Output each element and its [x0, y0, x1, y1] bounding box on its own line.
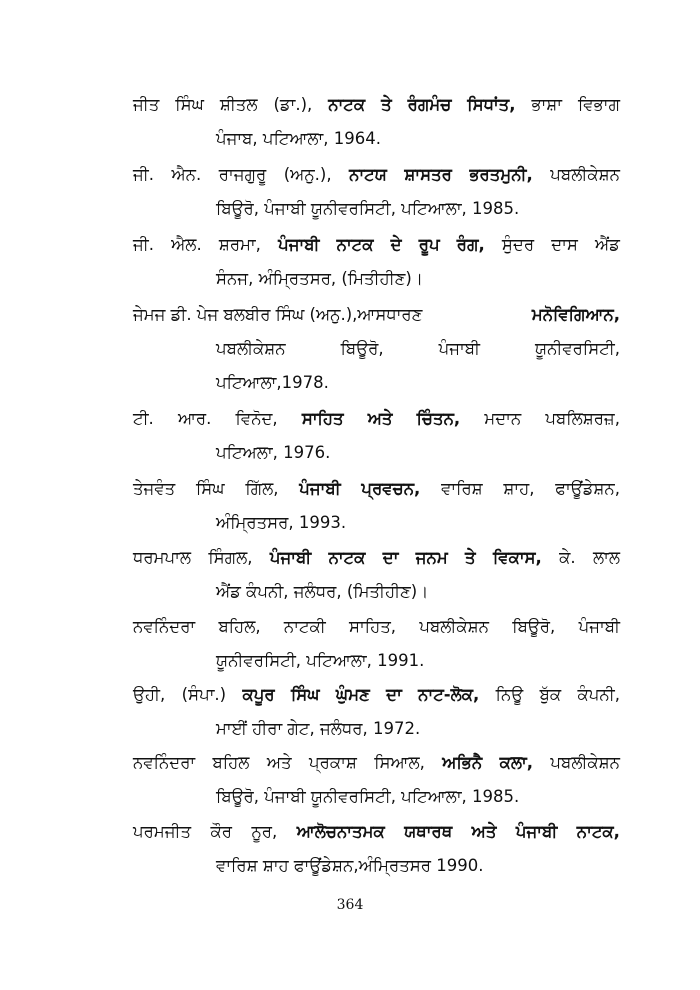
entry-continuation: ਐਂਡ ਕੰਪਨੀ, ਜਲੰਧਰ, (ਮਿਤੀਹੀਣ)। [216, 582, 429, 601]
bibliography-entry [133, 541, 620, 609]
entry-title-word: ਸਿੰਘ [290, 685, 320, 704]
entry-word: ਸਾਹਿਤ, [349, 617, 397, 636]
entry-word: ਜੀਤ [133, 95, 160, 114]
entry-continuation: ਵਾਰਿਸ਼ ਸ਼ਾਹ ਫਾਊਂਡੇਸ਼ਨ,ਅੰਮ੍ਰਿਤਸਰ 1990. [216, 856, 484, 875]
entry-word: ਕੇ. [559, 548, 576, 567]
entry-title-word: ਨਾਟ-ਲੋਕ, [418, 685, 480, 704]
bibliography-entry [133, 228, 620, 296]
entry-word: ਸ਼ਰਮਾ, [218, 235, 261, 254]
entry-title-word: ਸਾਹਿਤ [301, 409, 344, 428]
entry-title-word: ਪੰਜਾਬੀ [269, 548, 312, 567]
entry-word: ਭਾਸ਼ਾ [531, 95, 563, 114]
entry-title-word: ਪੰਜਾਬੀ [299, 479, 341, 498]
entry-word: ਫਾਊਂਡੇਸ਼ਨ, [555, 479, 620, 498]
entry-word: ਪਰਮਜੀਤ [133, 822, 192, 841]
entry-word: ਰਾਜਗੁਰੂ [218, 165, 267, 184]
entry-word: ਸੁੰਦਰ [501, 235, 535, 254]
entry-word: ਬਹਿਲ, [218, 617, 261, 636]
entry-word: ਪਬਲਿਸ਼ਰਜ਼, [545, 409, 620, 428]
entry-word: ਐਨ. [171, 165, 202, 184]
entry-title-word: ਅਤੇ [471, 822, 497, 841]
bibliography-entry [133, 746, 620, 814]
bibliography-entry [133, 158, 620, 226]
entry-title-word: ਚਿੰਤਨ, [416, 409, 461, 428]
bibliography-entry [133, 678, 620, 746]
entry-title-word: ਦਾ [382, 548, 399, 567]
entry-word: ਸ਼ੀਤਲ [219, 95, 258, 114]
entry-word: ਗਿੱਲ, [245, 479, 279, 498]
entry-word: ਬਿਊਰੋ, [340, 339, 384, 358]
entry-word: ਵਾਰਿਸ਼ [441, 479, 483, 498]
entry-title-word: ਨਾਟਕ, [576, 822, 620, 841]
entry-word: ਮਦਾਨ [484, 409, 522, 428]
entry-word: ਧਰਮਪਾਲ [133, 548, 191, 567]
entry-title-word: ਸ਼ਾਸਤਰ [404, 165, 452, 184]
entry-title-word: ਤੇ [381, 95, 392, 114]
entry-title-word: ਵਿਕਾਸ, [492, 548, 542, 567]
entry-word: ਵਿਨੋਦ, [235, 409, 278, 428]
entry-title-word: ਪੰਜਾਬੀ [515, 822, 558, 841]
entry-title-word: ਪੰਜਾਬੀ [278, 235, 320, 254]
entry-word: ਨੂਰ, [251, 822, 278, 841]
entry-word: ਪੰਜਾਬੀ [438, 339, 480, 358]
entry-first-line [133, 88, 620, 122]
entry-word: ਐਂਡ [595, 235, 620, 254]
page-number: 364 [336, 897, 364, 913]
entry-title-word: ਅਤੇ [367, 409, 393, 428]
entry-title-word: ਨਾਟਕ [328, 95, 366, 114]
entry-continuation: ਪਟਿਆਲਾ,1978. [216, 373, 329, 392]
entry-continuation: ਬਿਊਰੋ, ਪੰਜਾਬੀ ਯੂਨੀਵਰਸਿਟੀ, ਪਟਿਆਲਾ, 1985. [216, 199, 520, 218]
entry-first-line [133, 541, 620, 575]
bibliography-entry [133, 472, 620, 540]
bibliography-entry [133, 298, 620, 400]
entry-first-line [133, 815, 620, 849]
entry-first-line [133, 472, 620, 506]
entry-first-line [133, 298, 620, 332]
entry-continuation: ਪੰਜਾਬ, ਪਟਿਆਲਾ, 1964. [216, 129, 382, 148]
entry-word: ਬਿਊਰੋ, [512, 617, 556, 636]
entry-word: ਜੀ. [133, 165, 154, 184]
entry-title-word: ਕਪੂਰ [242, 685, 275, 704]
entry-word: ਪ੍ਰਕਾਸ਼ [308, 753, 357, 772]
bibliography-entry [133, 815, 620, 883]
entry-word: ਯੂਨੀਵਰਸਿਟੀ, [534, 339, 620, 358]
entry-word: ਤੇਜਵੰਤ [133, 479, 176, 498]
entry-word: ਕੌਰ [210, 822, 232, 841]
entry-title-word: ਅਭਿਨੈ [442, 753, 483, 772]
entry-word: ਵਿਭਾਗ [577, 95, 620, 114]
entry-title-word: ਰੂਪ [418, 235, 440, 254]
bibliography-entry [133, 88, 620, 156]
entry-title-word: ਯਥਾਰਥ [404, 822, 453, 841]
entry-word: (ਅਨੁ.), [283, 165, 332, 184]
entry-word: ਬਹਿਲ [212, 753, 250, 772]
entry-word: ਆਰ. [177, 409, 212, 428]
entry-word: ਟੀ. [133, 409, 154, 428]
entry-title-word: ਘੁੰਮਣ [335, 685, 370, 704]
entry-word: ਸਿੰਗਲ, [208, 548, 253, 567]
entry-title-word: ਰੰਗ, [456, 235, 485, 254]
entry-title-word: ਭਰਤਮੁਨੀ, [469, 165, 533, 184]
entry-word: ਨਵਨਿੰਦਰਾ [133, 753, 196, 772]
entry-word: ਸ਼ਾਹ, [503, 479, 535, 498]
entry-title-word: ਆਲੋਚਨਾਤਮਕ [296, 822, 385, 841]
entry-word: ਨਿਊ [495, 685, 524, 704]
entry-word: ਦਾਸ [551, 235, 578, 254]
entry-title-word: ਦੇ [390, 235, 402, 254]
entry-word: ਪਬਲੀਕੇਸ਼ਨ [419, 617, 489, 636]
entry-title-word: ਦਾ [386, 685, 402, 704]
entry-continuation: ਪਟਿਅਲਾ, 1976. [216, 443, 331, 462]
entry-continuation: ਮਾਈਂ ਹੀਰਾ ਗੇਟ, ਜਲੰਧਰ, 1972. [216, 719, 421, 738]
entry-word: ਬੁੱਕ [539, 685, 562, 704]
entry-continuation: ਸੰਨਜ, ਅੰਮ੍ਰਿਤਸਰ, (ਮਿਤੀਹੀਣ)। [216, 269, 423, 288]
entry-word: ਨਾਟਕੀ [283, 617, 326, 636]
entry-continuation: ਯੂਨੀਵਰਸਿਟੀ, ਪਟਿਆਲਾ, 1991. [216, 651, 425, 670]
entry-word: ਪਬਲੀਕੇਸ਼ਨ [216, 339, 286, 358]
entry-word: ਪਬਲੀਕੇਸ਼ਨ [550, 753, 620, 772]
entry-continuation [133, 332, 620, 366]
entry-word: ਸਿੰਘ [195, 479, 225, 498]
bibliography-entry [133, 610, 620, 678]
entry-word: ਜੀ. [133, 235, 154, 254]
entry-title-word: ਜਨਮ [415, 548, 448, 567]
entry-word: ਅਤੇ [266, 753, 292, 772]
entry-word: ਪਬਲੀਕੇਸ਼ਨ [550, 165, 620, 184]
entry-first-line [133, 678, 620, 712]
entry-word: ਪੰਜਾਬੀ [578, 617, 620, 636]
entry-title-word: ਸਿਧਾਂਤ, [467, 95, 516, 114]
bibliography-entry [133, 402, 620, 470]
entry-title-word: ਰੰਗਮੰਚ [407, 95, 452, 114]
entry-word: ਸਿੰਘ [175, 95, 204, 114]
entry-first-line [133, 402, 620, 436]
entry-word: (ਡਾ.), [273, 95, 313, 114]
entry-word: ਉਹੀ, [133, 685, 166, 704]
entry-first-line [133, 158, 620, 192]
entry-title-word: ਕਲਾ, [499, 753, 533, 772]
entry-word: (ਸੰਪਾ.) [181, 685, 227, 704]
entry-word: ਐਲ. [171, 235, 202, 254]
entry-word: ਜੇਮਜ ਡੀ. ਪੇਜ ਬਲਬੀਰ ਸਿੰਘ (ਅਨੁ.),ਆਸਧਾਰਣ [133, 305, 423, 324]
entry-title-word: ਨਾਟਕ [328, 548, 366, 567]
entry-title-word: ਪ੍ਰਵਚਨ, [361, 479, 421, 498]
entry-continuation: ਅੰਮ੍ਰਿਤਸਰ, 1993. [216, 513, 347, 532]
entry-word: ਕੰਪਨੀ, [577, 685, 620, 704]
entry-continuation: ਬਿਊਰੋ, ਪੰਜਾਬੀ ਯੂਨੀਵਰਸਿਟੀ, ਪਟਿਆਲਾ, 1985. [216, 787, 520, 806]
entry-first-line [133, 228, 620, 262]
entry-word: ਨਵਨਿੰਦਰਾ [133, 617, 196, 636]
entry-first-line [133, 610, 620, 644]
entry-word: ਲਾਲ [592, 548, 620, 567]
entry-title-word: ਨਾਟਯ [349, 165, 387, 184]
entry-title-word: ਤੇ [465, 548, 476, 567]
entry-title-word: ਮਨੋਵਿਗਿਆਨ, [531, 305, 620, 324]
entry-word: ਸਿਆਲ, [374, 753, 425, 772]
entry-title-word: ਨਾਟਕ [336, 235, 374, 254]
entry-first-line [133, 746, 620, 780]
